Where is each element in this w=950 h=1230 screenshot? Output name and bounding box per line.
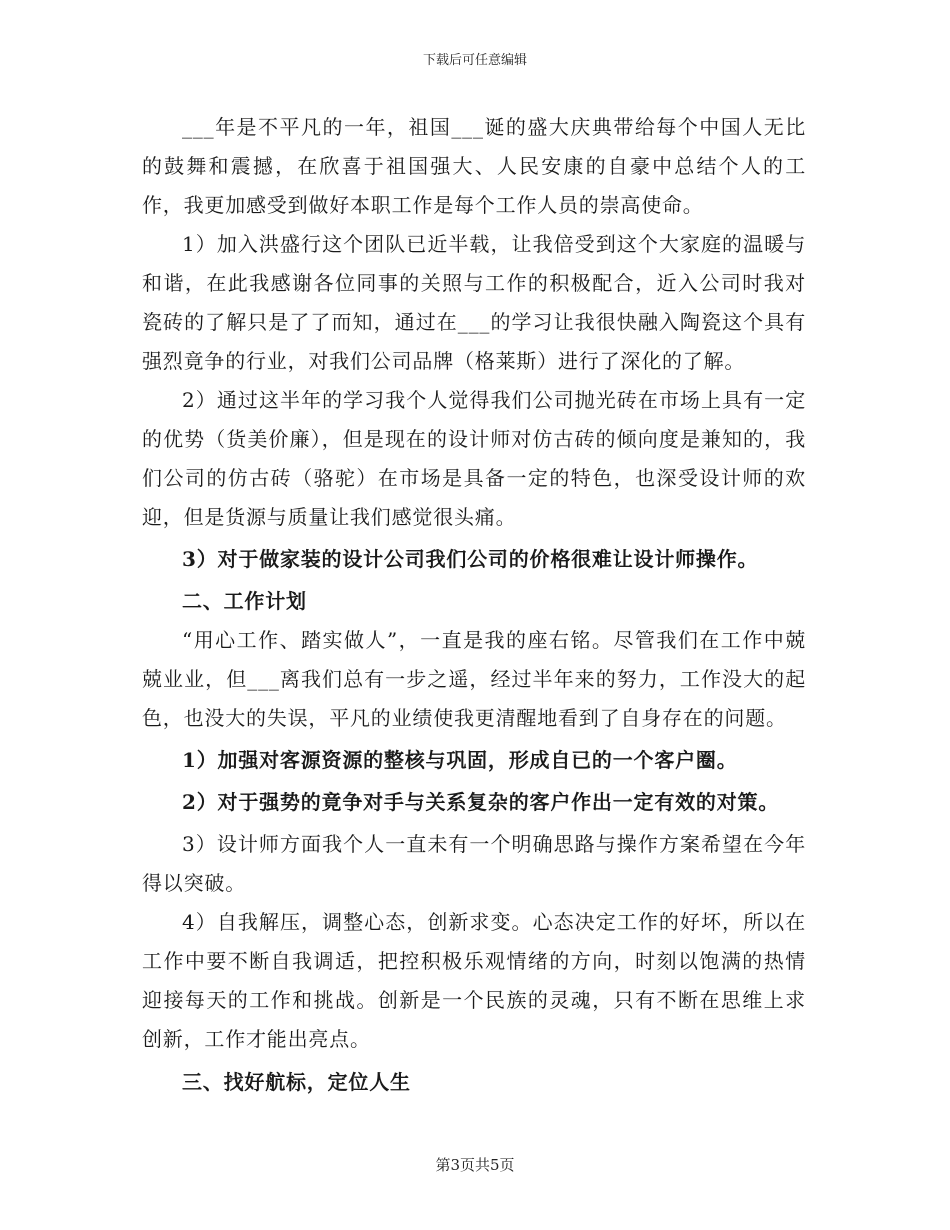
work-plan-intro: “用心工作、踏实做人”，一直是我的座右铭。尽管我们在工作中兢兢业业，但___离我们总有一步之遥，经过半年来的努力，工作没大的起色，也没大的失误，平凡的业绩使我更清醒地看到了自身存在的问题。 [142, 628, 806, 730]
plan-item-1: 1）加强对客源资源的整核与巩固，形成自已的一个客户圈。 [182, 748, 738, 772]
section-heading-work-plan: 二、工作计划 [182, 589, 307, 613]
plan-item-2: 2）对于强势的竟争对手与关系复杂的客户作出一定有效的对策。 [182, 790, 780, 814]
intro-paragraph: ___年是不平凡的一年，祖国___诞的盛大庆典带给每个中国人无比的鼓舞和震撼，在欣喜于祖国强大、人民安康的自豪中总结个人的工作，我更加感受到做好本职工作是每个工作人员的崇高使命。 [142, 115, 806, 217]
summary-item-3: 3）对于做家装的设计公司我们公司的价格很难让设计师操作。 [182, 547, 759, 571]
summary-item-2: 2）通过这半年的学习我个人觉得我们公司抛光砖在市场上具有一定的优势（货美价廉），但是现在的设计师对仿古砖的倾向度是兼知的，我们公司的仿古砖（骆驼）在市场是具备一定的特色，也深受设计师的欢迎，但是货源与质量让我们感觉很头痛。 [142, 388, 806, 529]
page-footer: 第3页共5页 [435, 1156, 515, 1174]
page-header: 下载后可任意编辑 [422, 53, 527, 68]
plan-item-4: 4）自我解压，调整心态，创新求变。心态决定工作的好坏，所以在工作中要不断自我调适，把控积极乐观情绪的方向，时刻以饱满的热情迎接每天的工作和挑战。创新是一个民族的灵魂，只有不断在思维上求创新，工作才能出亮点。 [142, 910, 806, 1051]
plan-item-3: 3）设计师方面我个人一直未有一个明确思路与操作方案希望在今年得以突破。 [142, 832, 806, 895]
section-heading-life-goal: 三、找好航标，定位人生 [182, 1070, 411, 1094]
summary-item-1: 1）加入洪盛行这个团队已近半载，让我倍受到这个大家庭的温暖与和谐，在此我感谢各位同事的关照与工作的积极配合，近入公司时我对瓷砖的了解只是了了而知，通过在___的学习让我很快融入陶瓷这个具有强烈竟争的行业，对我们公司品牌（格莱斯）进行了深化的了解。 [142, 232, 806, 373]
document-body [142, 108, 806, 1102]
